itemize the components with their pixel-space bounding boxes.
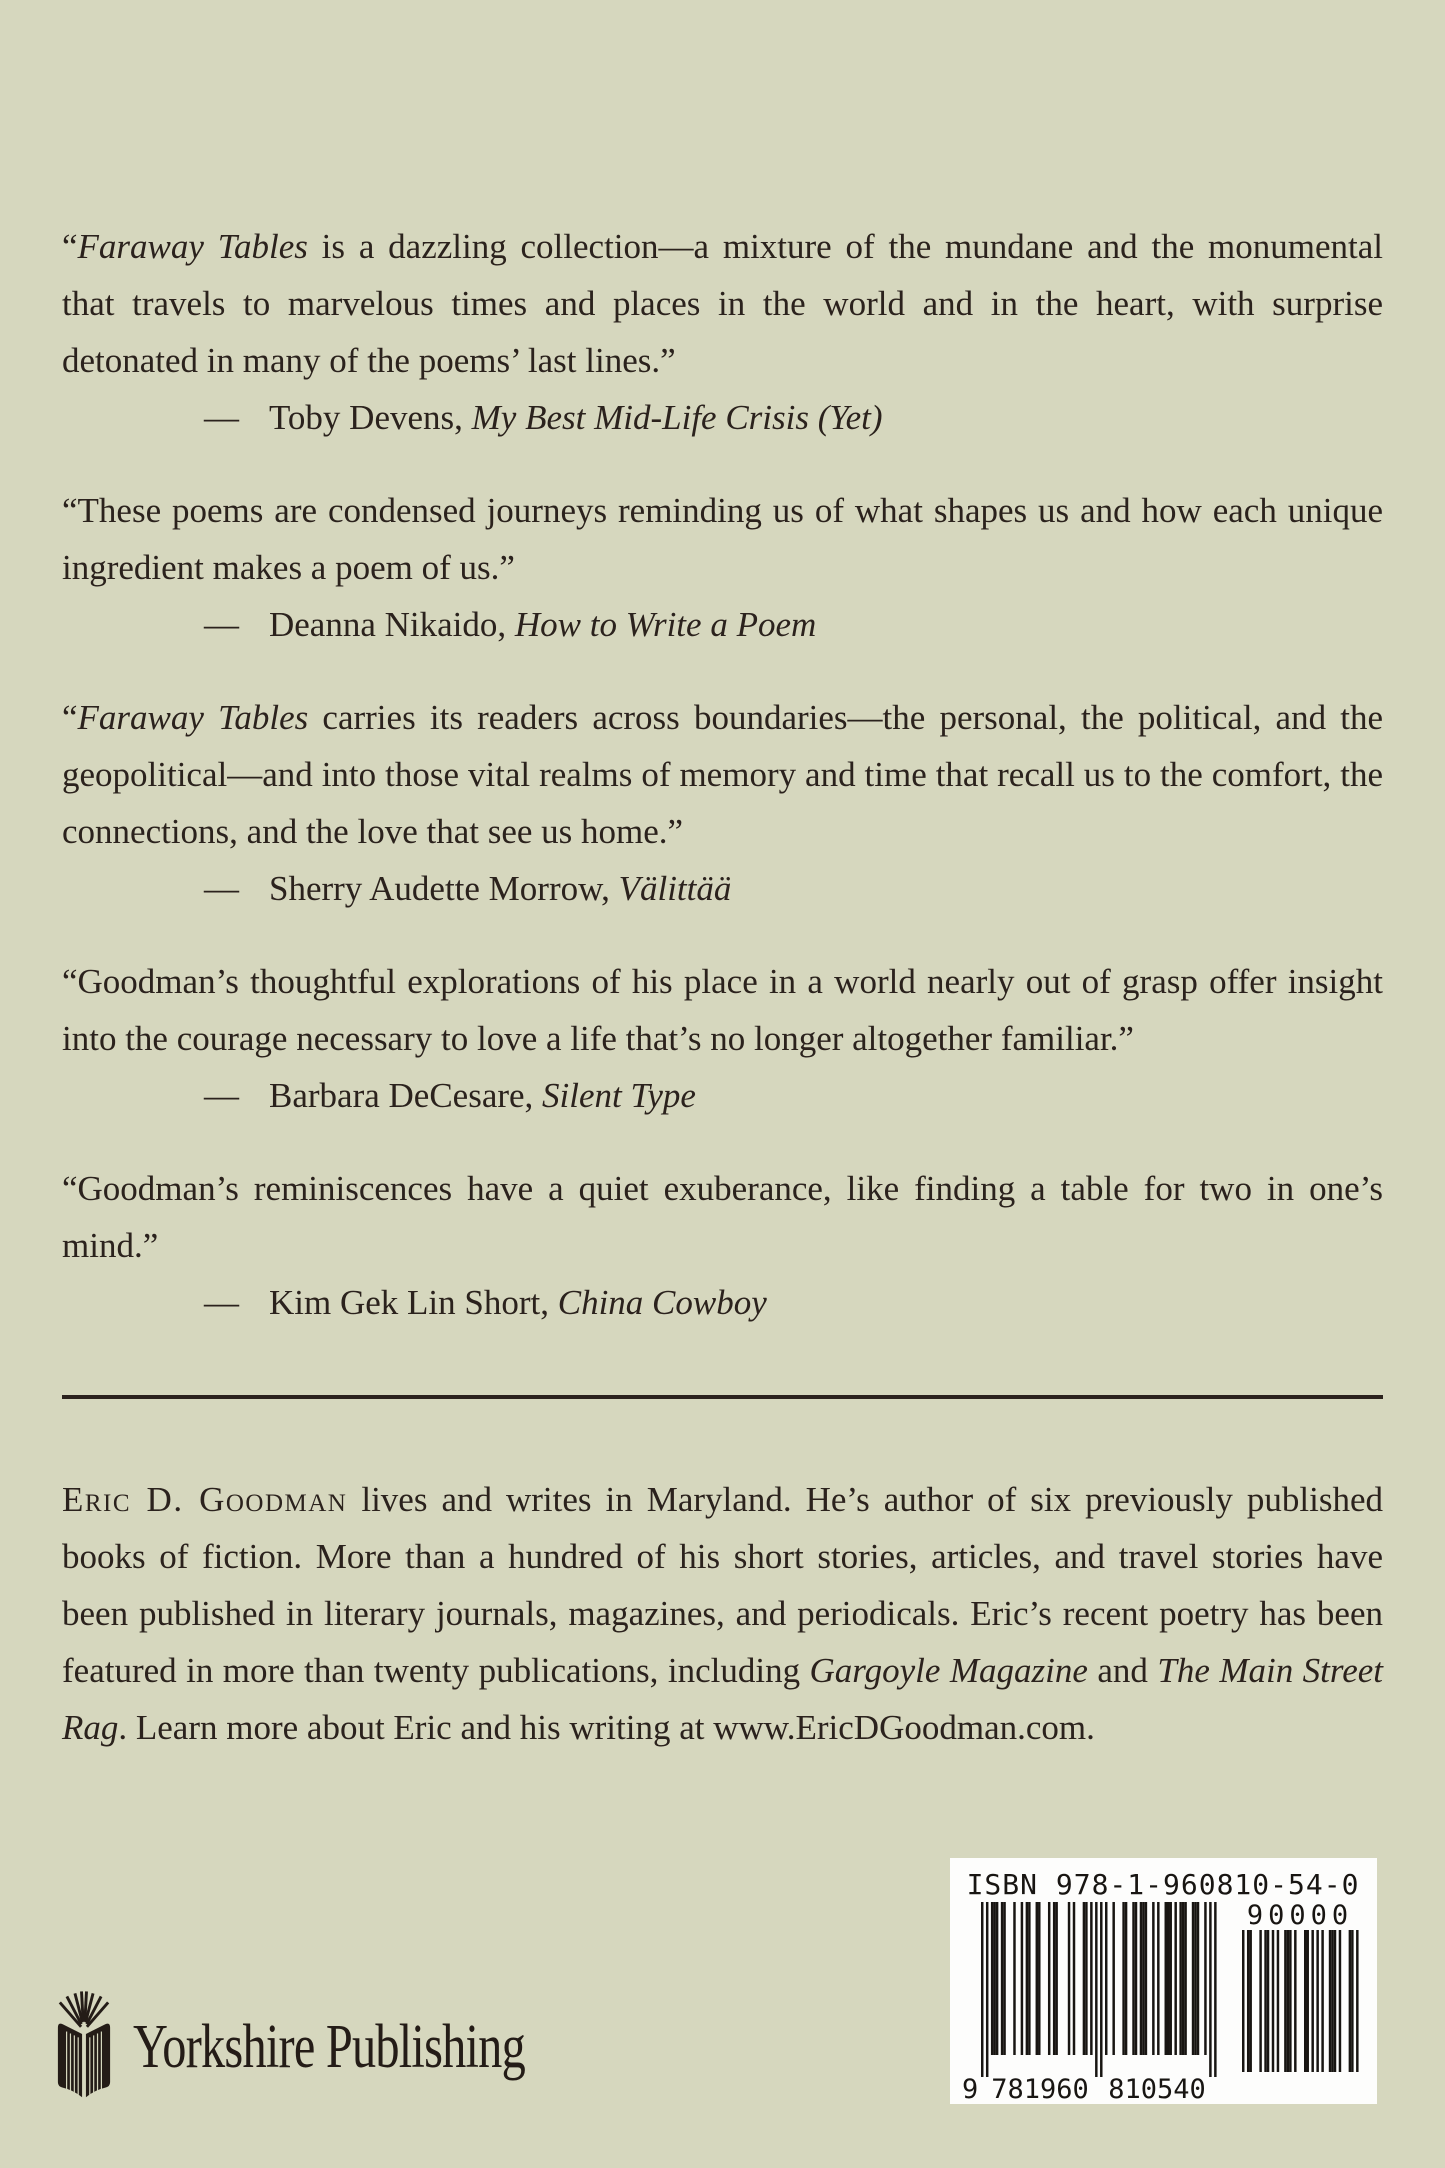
svg-text:ISBN 978-1-960810-54-0: ISBN 978-1-960810-54-0 [966, 1868, 1360, 1901]
blurb-quote: “These poems are condensed journeys reminding us of what shapes us and how each unique ingredient makes a poem of us.” [62, 491, 1383, 587]
em-dash: — [204, 1076, 239, 1115]
em-dash: — [204, 605, 239, 644]
blurb [62, 689, 1383, 917]
blurb-quote: “Goodman’s thoughtful explorations of his place in a world nearly out of grasp offer insight into the courage necessary to love a life that’s no longer altogether familiar.” [62, 962, 1383, 1058]
em-dash: — [204, 869, 239, 908]
blurb-quote: “Faraway Tables carries its readers across boundaries—the personal, the political, and the geopolitical—and into those vital realms of memory and time that recall us to the comfort, the connections, and the love that see us home.” [62, 698, 1384, 851]
em-dash: — [204, 398, 239, 437]
blurb-attribution [62, 1274, 1383, 1331]
barcode [950, 1858, 1377, 2104]
svg-text:9: 9 [962, 2074, 979, 2104]
publisher-logo [55, 1988, 636, 2106]
blurb-attribution [62, 1067, 1383, 1124]
em-dash: — [204, 1283, 239, 1322]
blurb [62, 953, 1383, 1124]
attribution-text: Sherry Audette Morrow, Välittää [269, 869, 732, 908]
blurb-quote: “Faraway Tables is a dazzling collection—a mixture of the mundane and the monumental that travels to marvelous times and places in the world and in the heart, with surprise detonated in many of the poems’ last lines.” [62, 227, 1384, 380]
blurb-list [62, 218, 1383, 1331]
blurb-attribution [62, 389, 1383, 446]
isbn-barcode-panel [950, 1858, 1377, 2104]
blurb [62, 1160, 1383, 1331]
blurb-attribution [62, 596, 1383, 653]
blurb [62, 482, 1383, 653]
attribution-text: Toby Devens, My Best Mid-Life Crisis (Yet) [269, 398, 883, 437]
svg-text:90000: 90000 [1246, 1900, 1354, 1931]
publisher-name: Yorkshire Publishing [133, 2012, 525, 2081]
blurb-quote: “Goodman’s reminiscences have a quiet exuberance, like finding a table for two in one’s mind.” [62, 1169, 1383, 1265]
blurb [62, 218, 1383, 446]
attribution-text: Deanna Nikaido, How to Write a Poem [269, 605, 817, 644]
attribution-text: Barbara DeCesare, Silent Type [269, 1076, 696, 1115]
author-bio: Eric D. Goodman lives and writes in Maryland. He’s author of six previously published books of fiction. More than a hundred of his short stories, articles, and travel stories have been published in literary journals, magazines, and periodicals. Eric’s recent poetry has been featured in more than twenty publications, including Gargoyle Magazine and The Main Street Rag. Learn more about Eric and his writing at www.EricDGoodman.com. [62, 1480, 1384, 1747]
divider-rule [62, 1395, 1383, 1399]
svg-text:781960: 781960 [991, 2074, 1089, 2104]
open-book-icon [55, 1988, 113, 2106]
svg-text:810540: 810540 [1108, 2074, 1206, 2104]
blurb-attribution [62, 860, 1383, 917]
attribution-text: Kim Gek Lin Short, China Cowboy [269, 1283, 767, 1322]
